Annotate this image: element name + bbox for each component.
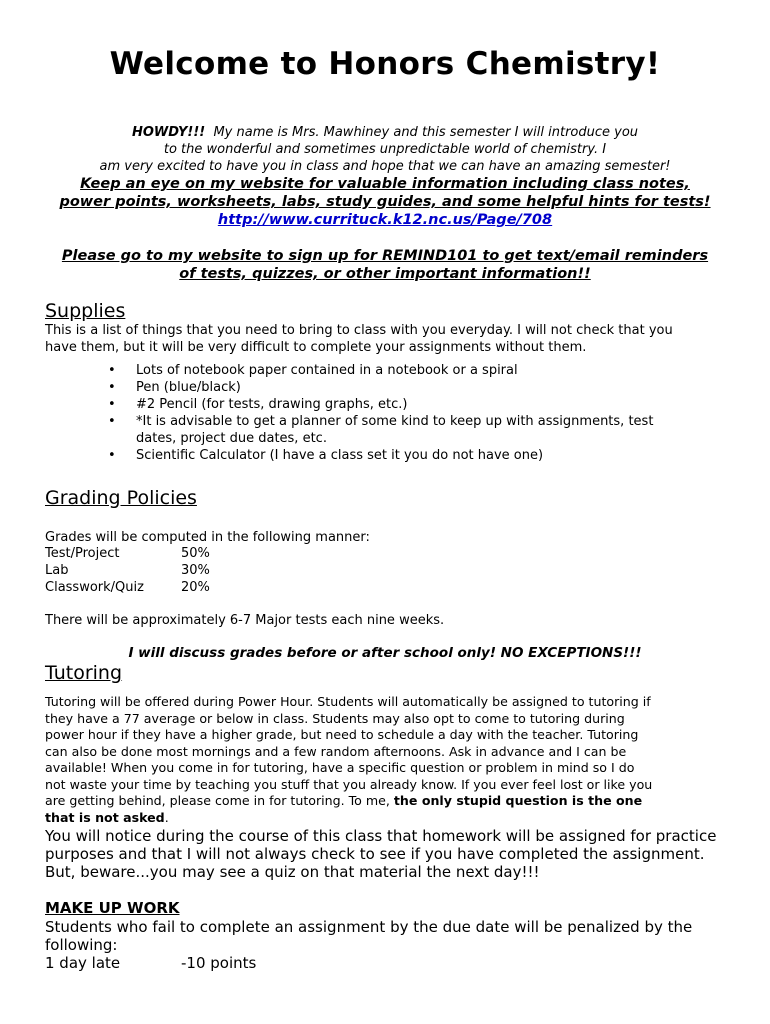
intro-line-3: am very excited to have you in class and hope that we can have an amazing semester! bbox=[99, 159, 671, 174]
list-item: • Pen (blue/black) bbox=[108, 379, 708, 396]
grading-row-label: Classwork/Quiz bbox=[45, 580, 144, 595]
grading-row-value: 20% bbox=[181, 580, 210, 595]
grading-row-label: Lab bbox=[45, 563, 69, 578]
tutoring-paragraph: Tutoring will be offered during Power Hour. Students will automatically be assigned to tutoring if they have a 77 average or below in class. Students may also opt to come to tutoring during power hour if they have a higher grade, but need to schedule a day with the teacher. Tutoring can also be done most mornings and a few random afternoons. Ask in advance and I can be available! When you come in for tutoring, have a specific question or problem in mind so I do not waste your time by teaching you stuff that you already know. If you ever feel lost or like you are getting behind, please come in for tutoring. To me, the only stupid question is the one that is not asked. bbox=[45, 694, 653, 825]
tests-note: There will be approximately 6-7 Major tests each nine weeks. bbox=[45, 613, 445, 628]
website-notice-line-1: Keep an eye on my website for valuable information including class notes, bbox=[80, 176, 690, 192]
remind-notice-line-2: of tests, quizzes, or other important information!! bbox=[179, 266, 591, 282]
tutoring-heading: Tutoring bbox=[45, 662, 123, 684]
website-notice bbox=[20, 175, 750, 229]
website-link[interactable]: http://www.currituck.k12.nc.us/Page/708 bbox=[217, 212, 553, 228]
howdy-text: HOWDY!!! bbox=[131, 125, 206, 140]
website-notice-line-2: power points, worksheets, labs, study guides, and some helpful hints for tests! bbox=[59, 194, 711, 210]
page-title: Welcome to Honors Chemistry! bbox=[109, 46, 661, 82]
discuss-note: I will discuss grades before or after school only! NO EXCEPTIONS!!! bbox=[128, 645, 642, 661]
intro-line-1: HOWDY!!! My name is Mrs. Mawhiney and this semester I will introduce you bbox=[131, 125, 639, 140]
list-item: • Lots of notebook paper contained in a notebook or a spiral bbox=[108, 362, 708, 379]
makeup-paragraph: Students who fail to complete an assignment by the due date will be penalized by the following: bbox=[45, 918, 693, 954]
supplies-list bbox=[108, 362, 708, 464]
list-item: • *It is advisable to get a planner of some kind to keep up with assignments, test dates, project due dates, etc. bbox=[108, 413, 696, 447]
makeup-heading: MAKE UP WORK bbox=[45, 899, 180, 917]
grading-row-value: 50% bbox=[181, 546, 210, 561]
emphasis-text: the only stupid question is the one bbox=[393, 793, 643, 808]
grading-row-label: Test/Project bbox=[45, 546, 120, 561]
supplies-intro: This is a list of things that you need to bring to class with you everyday. I will not check that you have them, but it will be very difficult to complete your assignments without them. bbox=[45, 323, 673, 355]
grading-row bbox=[45, 545, 210, 562]
emphasis-text: that is not asked bbox=[45, 809, 165, 825]
remind-notice bbox=[20, 247, 750, 283]
makeup-row-label: 1 day late bbox=[45, 954, 121, 972]
remind-notice-line-1: Please go to my website to sign up for REMIND101 to get text/email reminders bbox=[61, 248, 709, 264]
grading-row bbox=[45, 579, 210, 596]
makeup-row-value: -10 points bbox=[181, 954, 257, 972]
grading-intro: Grades will be computed in the following manner: bbox=[45, 530, 370, 545]
intro-line-2: to the wonderful and sometimes unpredictable world of chemistry. I bbox=[163, 142, 607, 157]
grading-row-value: 30% bbox=[181, 563, 210, 578]
grading-heading: Grading Policies bbox=[45, 487, 197, 509]
grading-row bbox=[45, 562, 210, 579]
homework-paragraph: You will notice during the course of this class that homework will be assigned for practice purposes and that I will not always check to see if you have completed the assignment. But, beware...you may see a quiz on that material the next day!!! bbox=[45, 827, 717, 881]
supplies-heading: Supplies bbox=[45, 300, 126, 322]
list-item: • Scientific Calculator (I have a class set it you do not have one) bbox=[108, 447, 708, 464]
makeup-row bbox=[45, 954, 735, 972]
intro-paragraph bbox=[20, 124, 750, 175]
list-item: • #2 Pencil (for tests, drawing graphs, etc.) bbox=[108, 396, 708, 413]
